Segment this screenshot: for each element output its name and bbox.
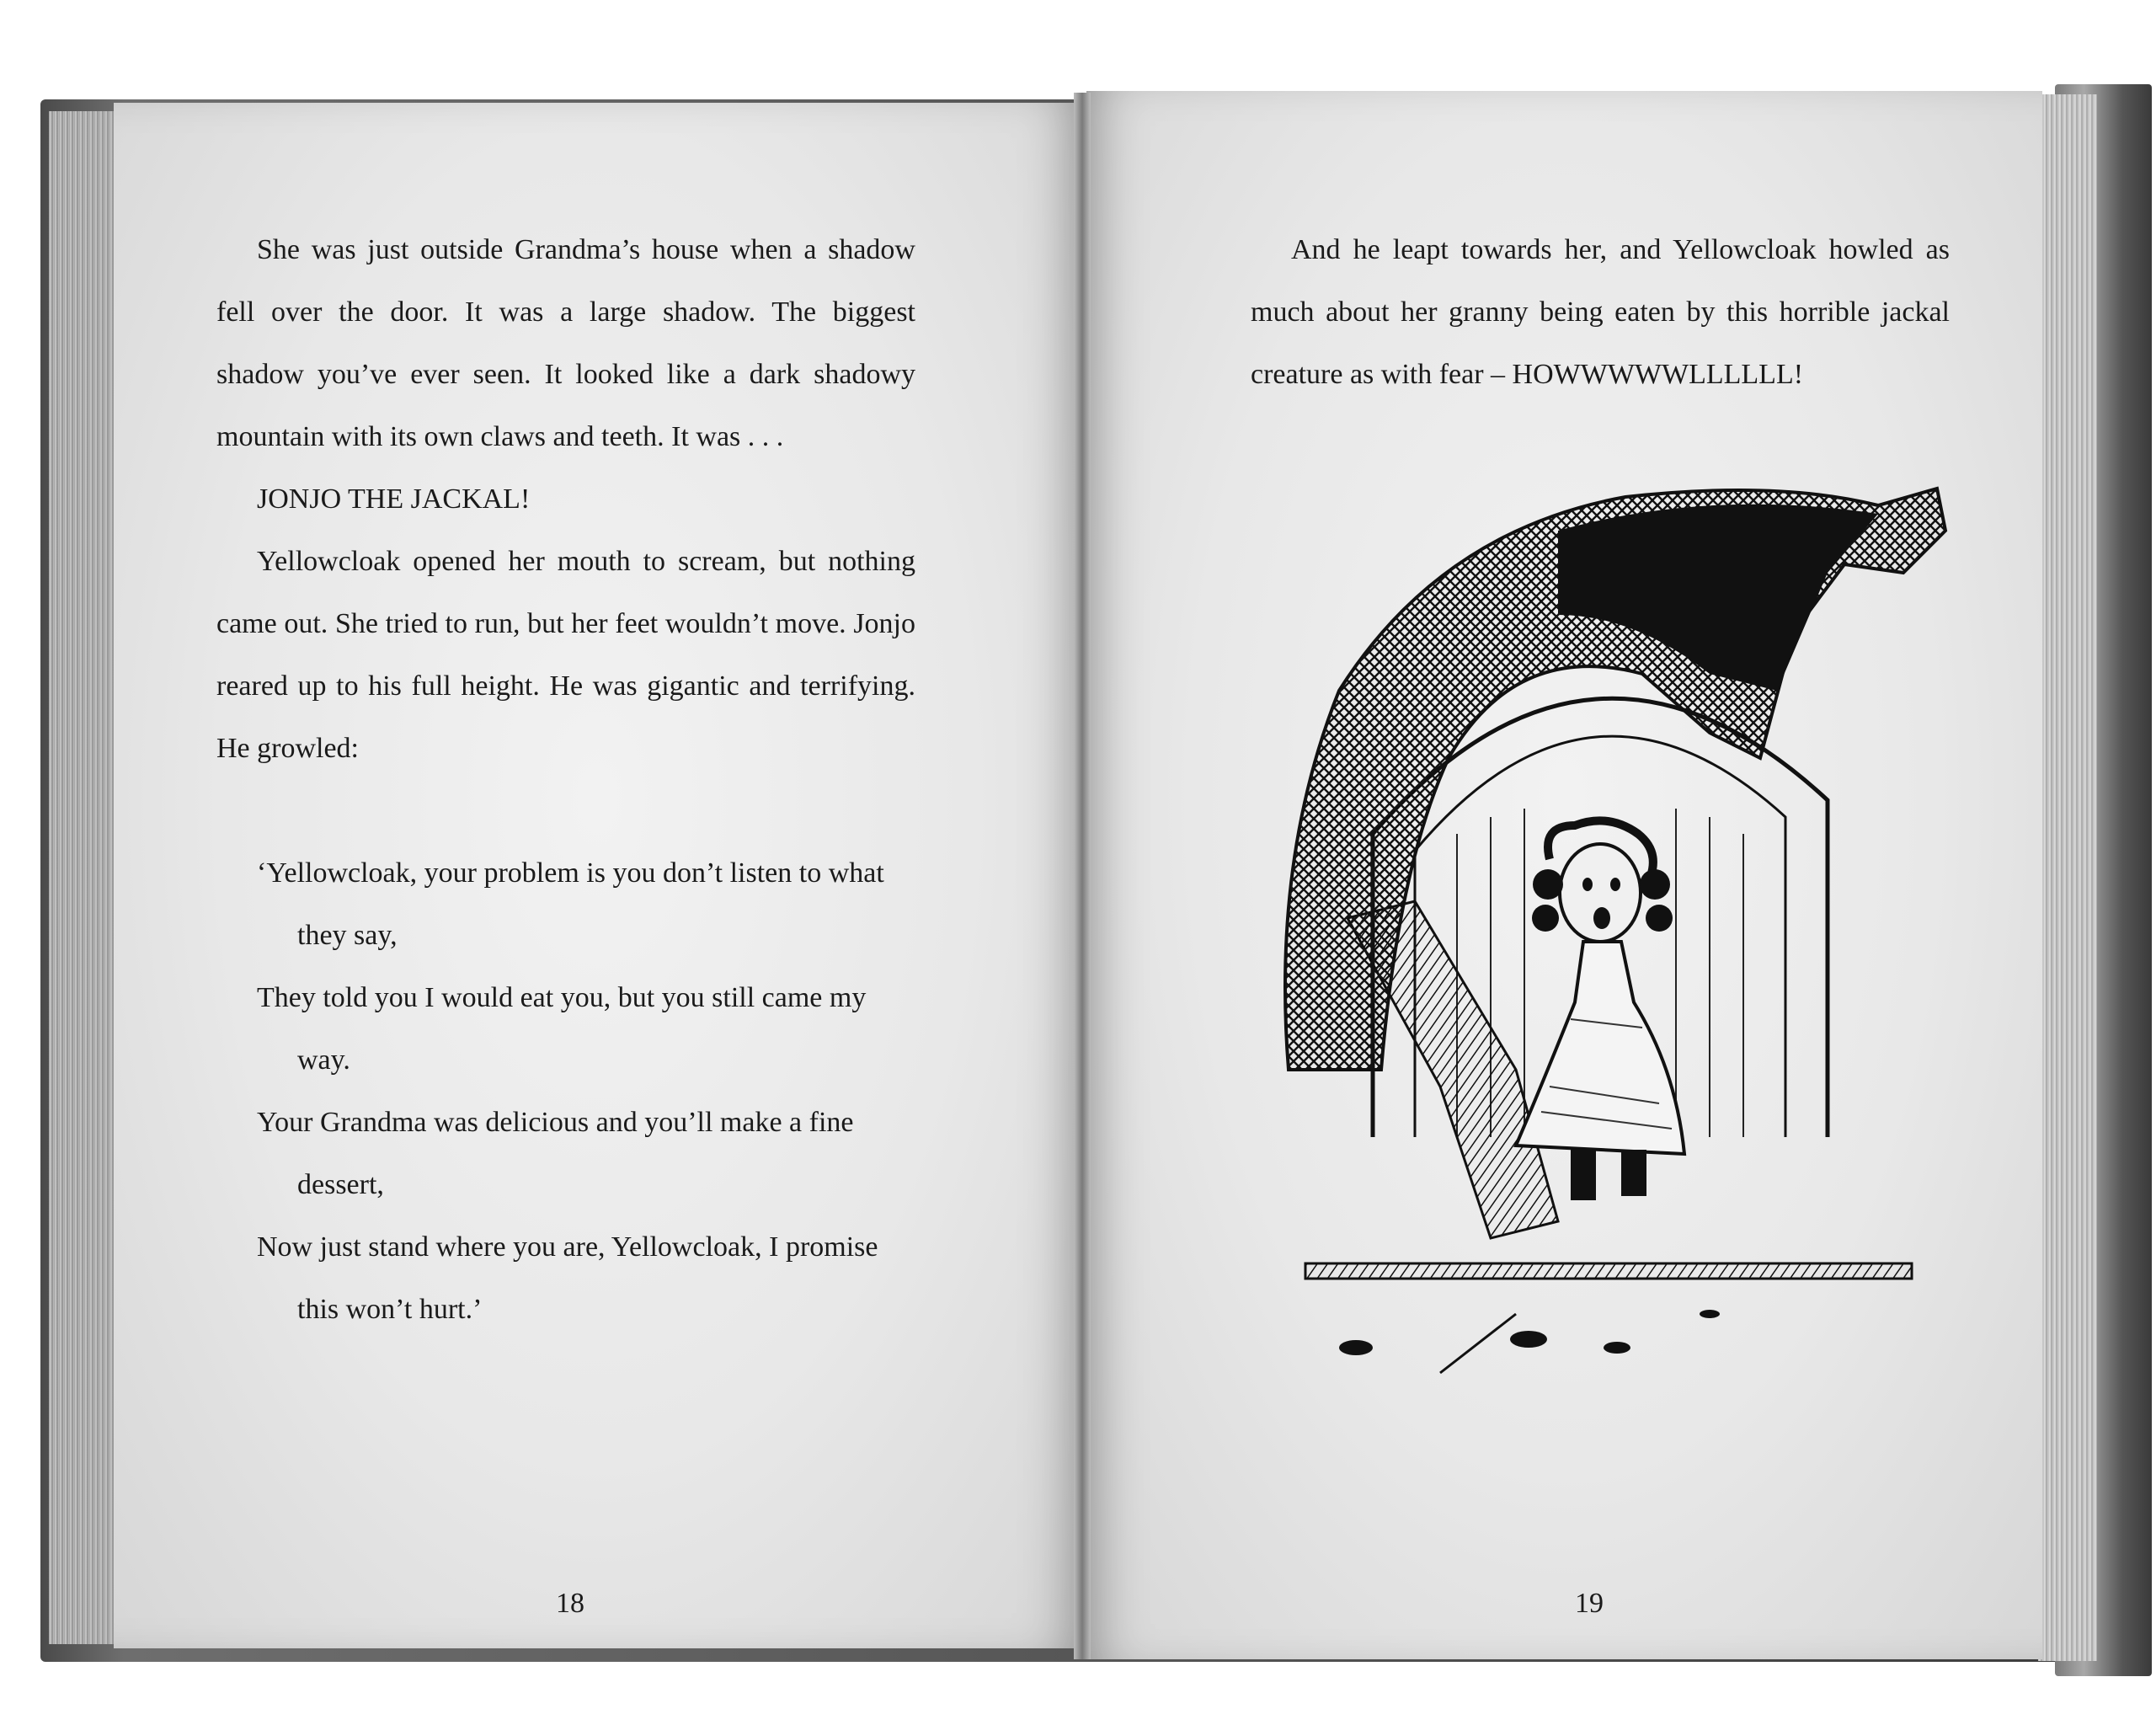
verse-line: ‘Yellowcloak, your problem is you don’t listen to what they say, bbox=[257, 857, 884, 951]
jackal-shadow-illustration bbox=[1238, 480, 1979, 1440]
page-edges-right bbox=[2038, 94, 2097, 1661]
girl-figure bbox=[1516, 820, 1684, 1200]
page-edges-left bbox=[49, 111, 116, 1644]
right-page-text bbox=[1251, 219, 1950, 406]
verse-line: They told you I would eat you, but you still came my way. bbox=[257, 982, 867, 1076]
paragraph: And he leapt towards her, and Yellowcloak howled as much about her granny being eaten by this horrible jackal creature as with fear – HOWWWWWLLLLLL! bbox=[1251, 234, 1950, 390]
paragraph-heading: JONJO THE JACKAL! bbox=[257, 483, 531, 515]
verse-line: Now just stand where you are, Yellowcloak, I promise this won’t hurt.’ bbox=[257, 1231, 878, 1325]
left-page-text bbox=[216, 219, 915, 1341]
verse-block bbox=[216, 842, 915, 1341]
page-number-right: 19 bbox=[1575, 1588, 1604, 1619]
book-gutter bbox=[1074, 93, 1091, 1659]
page-number-left: 18 bbox=[556, 1588, 584, 1619]
verse-line: Your Grandma was delicious and you’ll make a fine dessert, bbox=[257, 1107, 854, 1200]
paragraph: She was just outside Grandma’s house when a shadow fell over the door. It was a large shadow. The biggest shadow you’ve ever seen. It looked like a dark shadowy mountain with its own claws and teeth. It was . . . bbox=[216, 234, 915, 452]
paragraph: Yellowcloak opened her mouth to scream, but nothing came out. She tried to run, but her feet wouldn’t move. Jonjo reared up to his full height. He was gigantic and terrifying. He growled: bbox=[216, 546, 915, 764]
